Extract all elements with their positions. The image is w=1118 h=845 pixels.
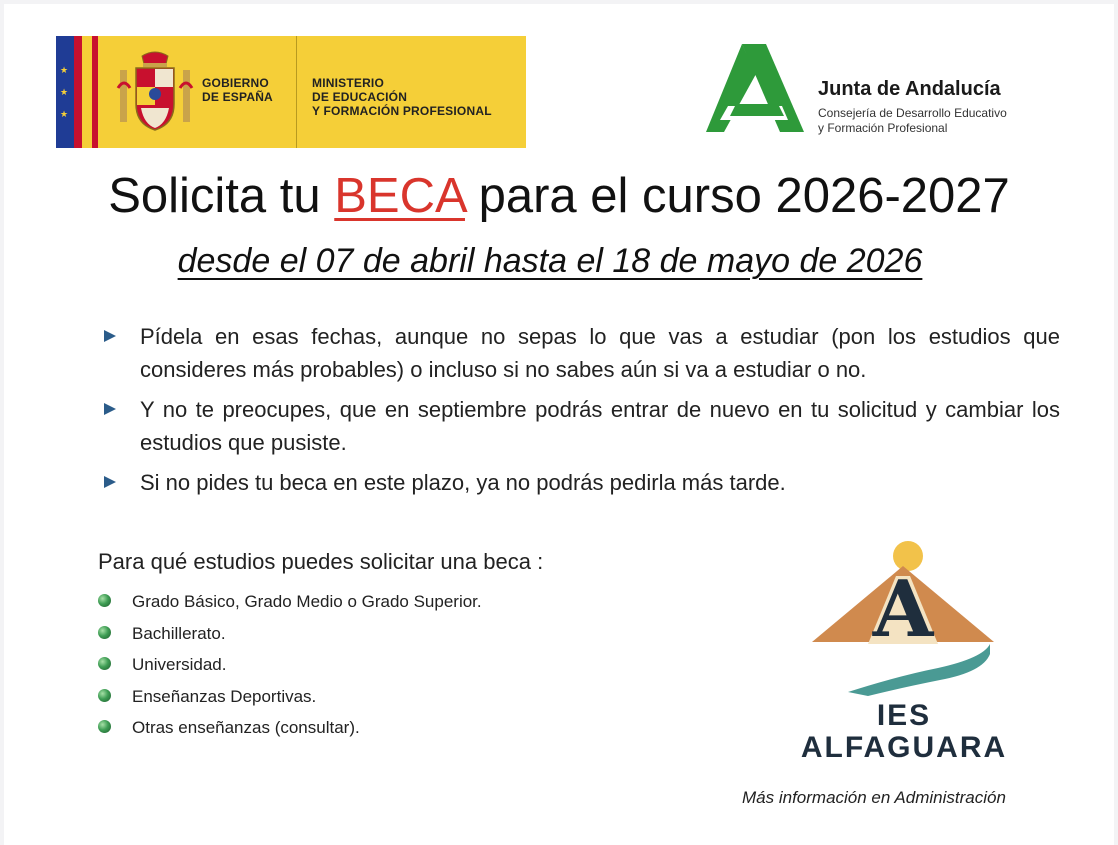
more-info-text: Más información en Administración [742, 788, 1006, 807]
info-bullets [100, 320, 1060, 506]
spain-flag-icon: ★ ★ ★ [56, 36, 98, 148]
list-item: Pídela en esas fechas, aunque no sepas lo que vas a estudiar (pon los estudios que consideres más probables) o incluso si no sabes aún si va a estudiar o no. [100, 320, 1060, 386]
ministerio-text: MINISTERIO DE EDUCACIÓN Y FORMACIÓN PROFESIONAL [312, 76, 492, 118]
list-item: Enseñanzas Deportivas. [96, 681, 482, 713]
triangle-bullet-icon [104, 476, 116, 488]
green-dot-icon [98, 657, 111, 670]
list-item: Y no te preocupes, que en septiembre podrás entrar de nuevo en tu solicitud y cambiar los estudios que pusiste. [100, 393, 1060, 459]
list-item: Si no pides tu beca en este plazo, ya no podrás pedirla más tarde. [100, 466, 1060, 499]
list-item: Otras enseñanzas (consultar). [96, 712, 482, 744]
studies-list [96, 586, 482, 744]
green-dot-icon [98, 689, 111, 702]
coat-of-arms-icon [116, 48, 194, 136]
poster [4, 4, 1114, 845]
beca-highlight: BECA [334, 169, 465, 223]
list-item: Grado Básico, Grado Medio o Grado Superior. [96, 586, 482, 618]
green-dot-icon [98, 720, 111, 733]
headline: Solicita tu BECA para el curso 2026-2027 [108, 169, 1010, 223]
date-range: desde el 07 de abril hasta el 18 de mayo de 2026 [177, 242, 923, 280]
ministerio-logo [56, 36, 526, 148]
triangle-bullet-icon [104, 330, 116, 342]
logo-letter: A [872, 564, 934, 655]
junta-subtitle: Consejería de Desarrollo Educativo y Formación Profesional [818, 106, 1007, 135]
list-item: Universidad. [96, 649, 482, 681]
divider [296, 36, 297, 148]
list-item: Bachillerato. [96, 618, 482, 650]
triangle-bullet-icon [104, 403, 116, 415]
ies-name: IES ALFAGUARA [800, 699, 1008, 764]
green-dot-icon [98, 594, 111, 607]
ies-alfaguara-logo-icon [808, 536, 998, 696]
gobierno-text: GOBIERNO DE ESPAÑA [202, 76, 273, 104]
green-dot-icon [98, 626, 111, 639]
studies-title: Para qué estudios puedes solicitar una beca : [98, 549, 544, 574]
junta-title: Junta de Andalucía [818, 78, 1001, 100]
junta-logo-icon [706, 44, 806, 136]
